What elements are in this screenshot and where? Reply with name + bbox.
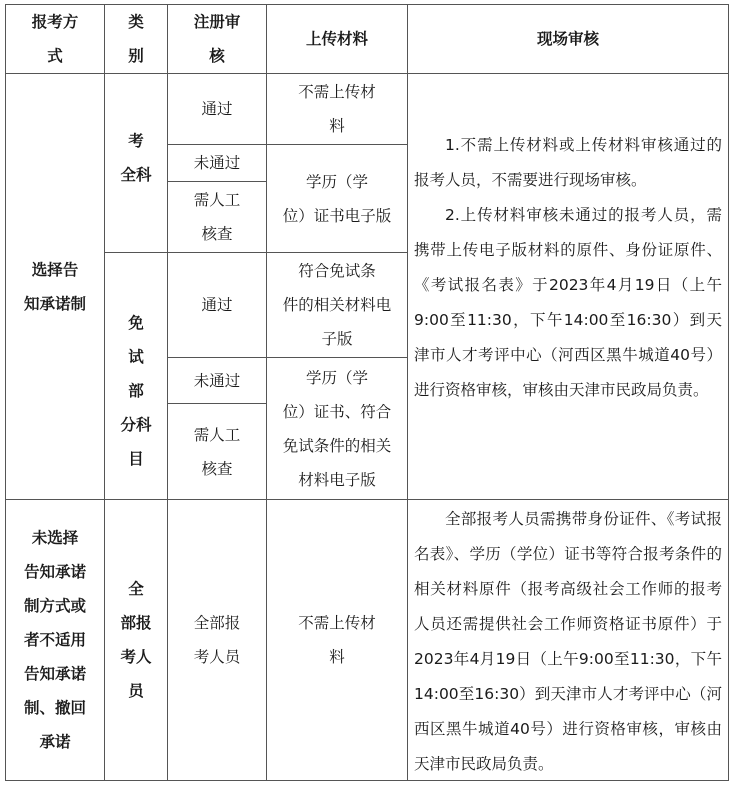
review-pass: 通过 xyxy=(201,100,233,118)
col-divider xyxy=(407,4,408,781)
review-fail: 未通过 xyxy=(193,371,241,390)
category-all-candidates: 全 部报 考人 员 xyxy=(120,580,152,700)
onsite-review-text xyxy=(414,128,722,408)
review-manual: 需人工 核查 xyxy=(193,191,241,243)
header-category: 类 别 xyxy=(128,13,144,65)
materials-cell: 学历（学 位）证书、符合 免试条件的相关 材料电子版 xyxy=(282,368,392,489)
materials-cell: 不需上传材 料 xyxy=(298,83,376,135)
table-border-right xyxy=(728,4,729,781)
review-fail: 未通过 xyxy=(193,154,241,172)
onsite-paragraph-1: 1.不需上传材料或上传材料审核通过的报考人员，不需要进行现场审核。 xyxy=(414,136,722,189)
onsite-review-text xyxy=(414,502,722,782)
category-exempt: 免 试 部 分科 目 xyxy=(120,314,152,468)
method-label-not-choose: 未选择 告知承诺 制方式或 者不适用 告知承诺 制、撤回 承诺 xyxy=(23,529,86,751)
review-all-candidates: 全部报 考人员 xyxy=(193,614,241,666)
header-registration-review: 注册审 核 xyxy=(193,13,241,65)
materials-cell: 符合免试条 件的相关材料电 子版 xyxy=(282,262,392,348)
category-exam-all: 考 全科 xyxy=(120,132,152,184)
header-method: 报考方 式 xyxy=(31,13,79,65)
review-manual: 需人工 核查 xyxy=(193,425,241,478)
header-upload-materials: 上传材料 xyxy=(305,30,368,48)
onsite-paragraph-2: 2.上传材料审核未通过的报考人员，需携带上传电子版材料的原件、身份证原件、《考试报名表》于2023年4月19日（上午9:00至11:30，下午14:00至16:30）到天津市人才考评中心（河西区黑牛城道40号）进行资格审核，审核由天津市民政局负责。 xyxy=(414,206,722,399)
method-label-choose: 选择告 知承诺制 xyxy=(23,260,86,313)
materials-cell: 学历（学 位）证书电子版 xyxy=(282,172,392,225)
materials-cell: 不需上传材 料 xyxy=(298,614,376,666)
onsite-paragraph-all: 全部报考人员需携带身份证件、《考试报名表》、学历（学位）证书等符合报考条件的相关材料原件（报考高级社会工作师的报考人员还需提供社会工作师资格证书原件）于2023年4月19日（上午9:00至11:30，下午14:00至16:30）到天津市人才考评中心（河西区黑牛城道40号）进行资格审核，审核由天津市民政局负责。 xyxy=(414,510,722,773)
header-onsite-review: 现场审核 xyxy=(536,30,599,48)
review-pass: 通过 xyxy=(201,296,233,314)
